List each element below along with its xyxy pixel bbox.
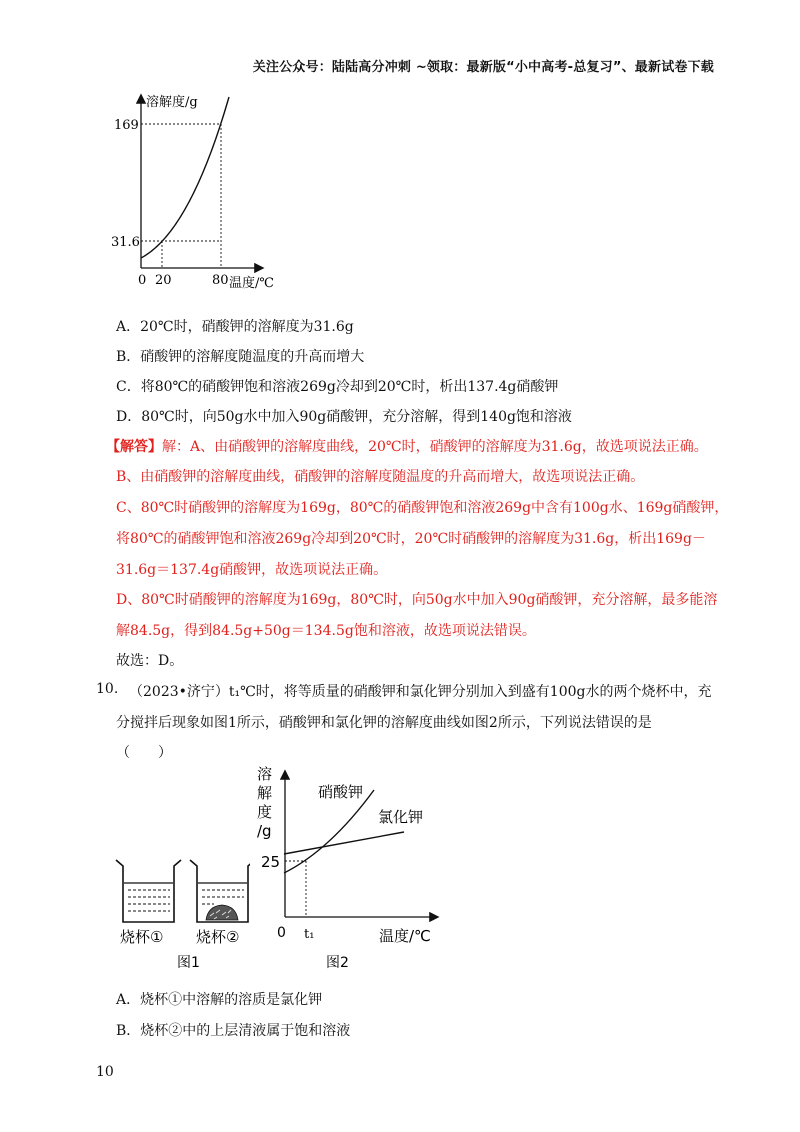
answer-line-4: 将80℃的硝酸钾饱和溶液269g冷却到20℃时，20℃时硝酸钾的溶解度为31.6g，析出169g－ — [116, 531, 706, 547]
answer-tag: 【解答】 — [106, 439, 162, 455]
undissolved-solid — [206, 905, 238, 920]
beaker-1 — [116, 860, 181, 922]
option-10b: B．烧杯②中的上层清液属于饱和溶液 — [116, 1023, 351, 1039]
answer-line-5: 31.6g＝137.4g硝酸钾，故选项说法正确。 — [116, 562, 388, 578]
chart1-ytick-31: 31.6 — [111, 235, 140, 250]
option-9a: A．20℃时，硝酸钾的溶解度为31.6g — [116, 319, 354, 335]
chart1-xtick-20: 20 — [155, 273, 172, 288]
option-9d: D．80℃时，向50g水中加入90g硝酸钾，充分溶解，得到140g饱和溶液 — [116, 409, 572, 425]
beaker-2-label: 烧杯② — [196, 928, 240, 946]
figure-1-caption: 图1 — [177, 955, 200, 971]
fig2-ytick-25: 25 — [261, 853, 281, 871]
kcl-curve — [284, 832, 404, 854]
fig2-origin: 0 — [277, 925, 286, 941]
answer-line-1 — [106, 436, 708, 456]
answer-choice: 故选：D。 — [116, 653, 184, 669]
fig2-ylabel-4: /g — [257, 822, 272, 840]
question-10-line-2: 分搅拌后现象如图1所示，硝酸钾和氯化钾的溶解度曲线如图2所示，下列说法错误的是 — [116, 715, 652, 731]
figure-2-chart — [250, 762, 450, 972]
question-10-paren: （ ） — [116, 745, 172, 761]
chart1-origin: 0 — [138, 273, 147, 288]
beaker-1-label: 烧杯① — [120, 928, 164, 946]
fig2-ylabel-2: 解 — [257, 784, 273, 802]
answer-line-3: C、80℃时硝酸钾的溶解度为169g，80℃的硝酸钾饱和溶液269g中含有100g水、169g硝酸钾， — [116, 500, 729, 516]
beaker-2 — [190, 860, 250, 922]
answer-line-7: 解84.5g，得到84.5g+50g＝134.5g饱和溶液，故选项说法错误。 — [116, 623, 536, 639]
question-10-number: 10. — [96, 681, 119, 697]
chart1-xlabel: 温度/℃ — [229, 276, 274, 291]
fig2-kno3-label: 硝酸钾 — [318, 783, 364, 801]
page-number: 10 — [96, 1064, 114, 1080]
solubility-chart-1 — [100, 88, 300, 300]
option-10a: A．烧杯①中溶解的溶质是氯化钾 — [116, 992, 323, 1008]
answer-line-6: D、80℃时硝酸钾的溶解度为169g，80℃时，向50g水中加入90g硝酸钾，充分溶解，最多能溶 — [116, 592, 718, 608]
kno3-curve-1 — [141, 97, 229, 258]
fig2-kcl-label: 氯化钾 — [378, 808, 424, 826]
answer-line-2: B、由硝酸钾的溶解度曲线，硝酸钾的溶解度随温度的升高而增大，故选项说法正确。 — [116, 469, 645, 485]
option-9c: C．将80℃的硝酸钾饱和溶液269g冷却到20℃时，析出137.4g硝酸钾 — [116, 379, 559, 395]
fig2-xlabel: 温度/℃ — [379, 927, 431, 945]
question-10-line-1: （2023•济宁）t₁℃时，将等质量的硝酸钾和氯化钾分别加入到盛有100g水的两个烧杯中，充 — [129, 684, 712, 700]
chart1-ytick-169: 169 — [114, 118, 139, 133]
figure-1-beakers — [110, 852, 250, 972]
fig2-ylabel-1: 溶 — [257, 765, 273, 783]
figure-2-caption: 图2 — [326, 955, 349, 971]
chart1-ylabel: 溶解度/g — [146, 95, 198, 110]
answer-text-1: 解：A、由硝酸钾的溶解度曲线，20℃时，硝酸钾的溶解度为31.6g，故选项说法正确。 — [162, 439, 708, 455]
fig2-ylabel-3: 度 — [257, 803, 273, 821]
option-9b: B．硝酸钾的溶解度随温度的升高而增大 — [116, 349, 365, 365]
fig2-xtick-t1: t₁ — [304, 927, 315, 942]
page-header: 关注公众号：陆陆高分冲刺 ~领取：最新版“小中高考-总复习”、最新试卷下载 — [252, 60, 714, 75]
chart1-xtick-80: 80 — [212, 273, 229, 288]
